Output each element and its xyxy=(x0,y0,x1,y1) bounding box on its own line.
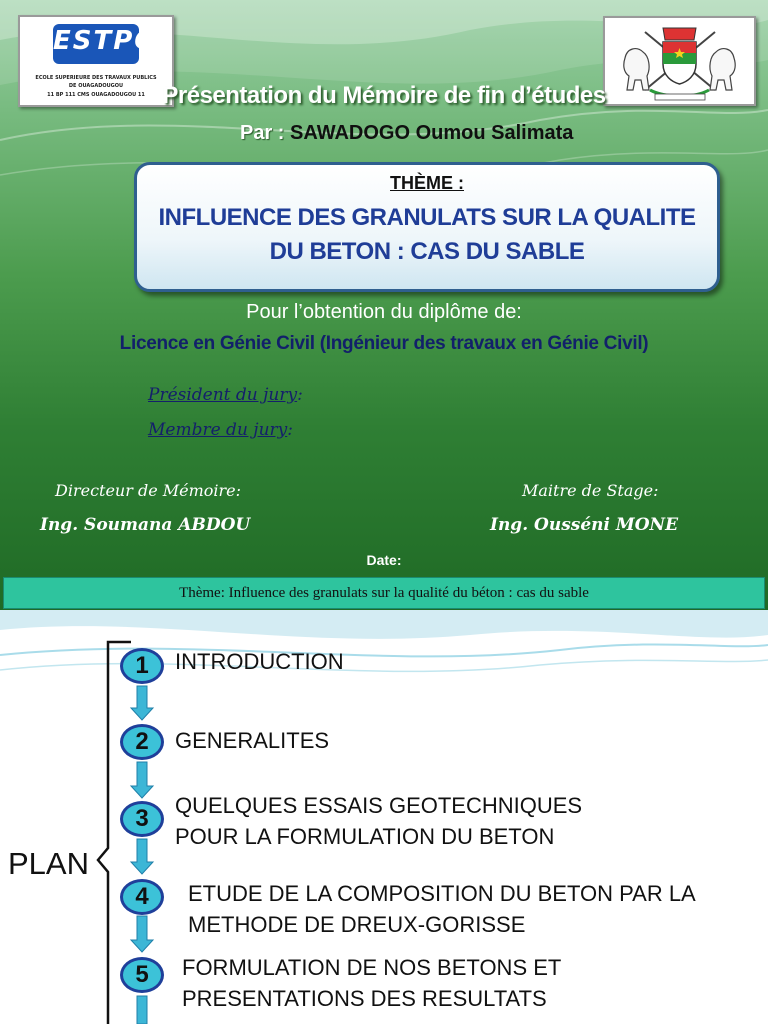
supervisor-label: Maitre de Stage: xyxy=(522,481,659,500)
theme-title: INFLUENCE DES GRANULATS SUR LA QUALITE DU BETON : CAS DU SABLE xyxy=(158,204,696,265)
plan-item-number: 1 xyxy=(120,648,164,684)
plan-item-line: PRESENTATIONS DES RESULTATS xyxy=(182,986,547,1011)
director-name: Ing. Soumana ABDOU xyxy=(40,515,251,535)
plan-item-title xyxy=(175,725,329,756)
arrow-down-icon xyxy=(131,762,153,798)
plan-item-line: POUR LA FORMULATION DU BETON xyxy=(175,824,555,849)
plan-item-title xyxy=(175,790,582,852)
author-line xyxy=(240,122,573,145)
logo-school-name: ECOLE SUPERIEURE DES TRAVAUX PUBLICS xyxy=(35,75,157,81)
plan-item-line: QUELQUES ESSAIS GEOTECHNIQUES xyxy=(175,793,583,818)
plan-item-line: METHODE DE DREUX-GORISSE xyxy=(188,912,526,937)
plan-item-line: GENERALITES xyxy=(175,728,330,753)
plan-item-line: ETUDE DE LA COMPOSITION DU BETON PAR LA xyxy=(188,881,696,906)
plan-item-number: 2 xyxy=(120,724,164,760)
director-label: Directeur de Mémoire: xyxy=(55,481,242,500)
diploma-intro: Pour l’obtention du diplôme de: xyxy=(246,301,522,323)
plan-item-number: 3 xyxy=(120,801,164,837)
jury-member-label: Membre du jury xyxy=(148,420,288,440)
presentation-title: Présentation du Mémoire de fin d’études xyxy=(162,82,606,109)
author-prefix: Par : xyxy=(240,122,291,144)
plan-slide xyxy=(0,610,768,1024)
estpo-logo-text: ESTPO xyxy=(53,26,159,56)
plan-item-line: INTRODUCTION xyxy=(175,649,344,674)
plan-item-title xyxy=(175,646,344,677)
diploma-name: Licence en Génie Civil (Ingénieur des travaux en Génie Civil) xyxy=(119,333,649,354)
footer-bar xyxy=(3,577,765,609)
plan-item-number: 5 xyxy=(120,957,164,993)
theme-box xyxy=(134,162,720,292)
jury-member: Membre du jury: xyxy=(148,420,293,440)
supervisor-name: Ing. Ousséni MONE xyxy=(490,515,679,535)
jury-president-label: Président du jury xyxy=(148,385,298,405)
date-label: Date: xyxy=(366,552,402,568)
plan-item-number: 4 xyxy=(120,879,164,915)
author-name: SAWADOGO Oumou Salimata xyxy=(290,122,574,144)
arrow-down-icon xyxy=(131,686,153,720)
plan-item-line: FORMULATION DE NOS BETONS ET xyxy=(182,955,562,980)
plan-item-title xyxy=(188,878,696,940)
footer-theme: Thème: Influence des granulats sur la qualité du béton : cas du sable xyxy=(179,585,589,601)
arrow-down-icon xyxy=(131,916,153,952)
plan-item-title xyxy=(182,952,561,1014)
theme-label: THÈME : xyxy=(390,173,464,193)
jury-president: Président du jury: xyxy=(148,385,303,405)
logo-school-city: DE OUAGADOUGOU xyxy=(68,83,124,89)
arrow-down-icon xyxy=(137,996,147,1024)
arrow-down-icon xyxy=(131,839,153,874)
plan-label: PLAN xyxy=(8,846,89,881)
logo-school-address: 11 BP 111 CMS OUAGADOUGOU 11 xyxy=(47,92,145,98)
